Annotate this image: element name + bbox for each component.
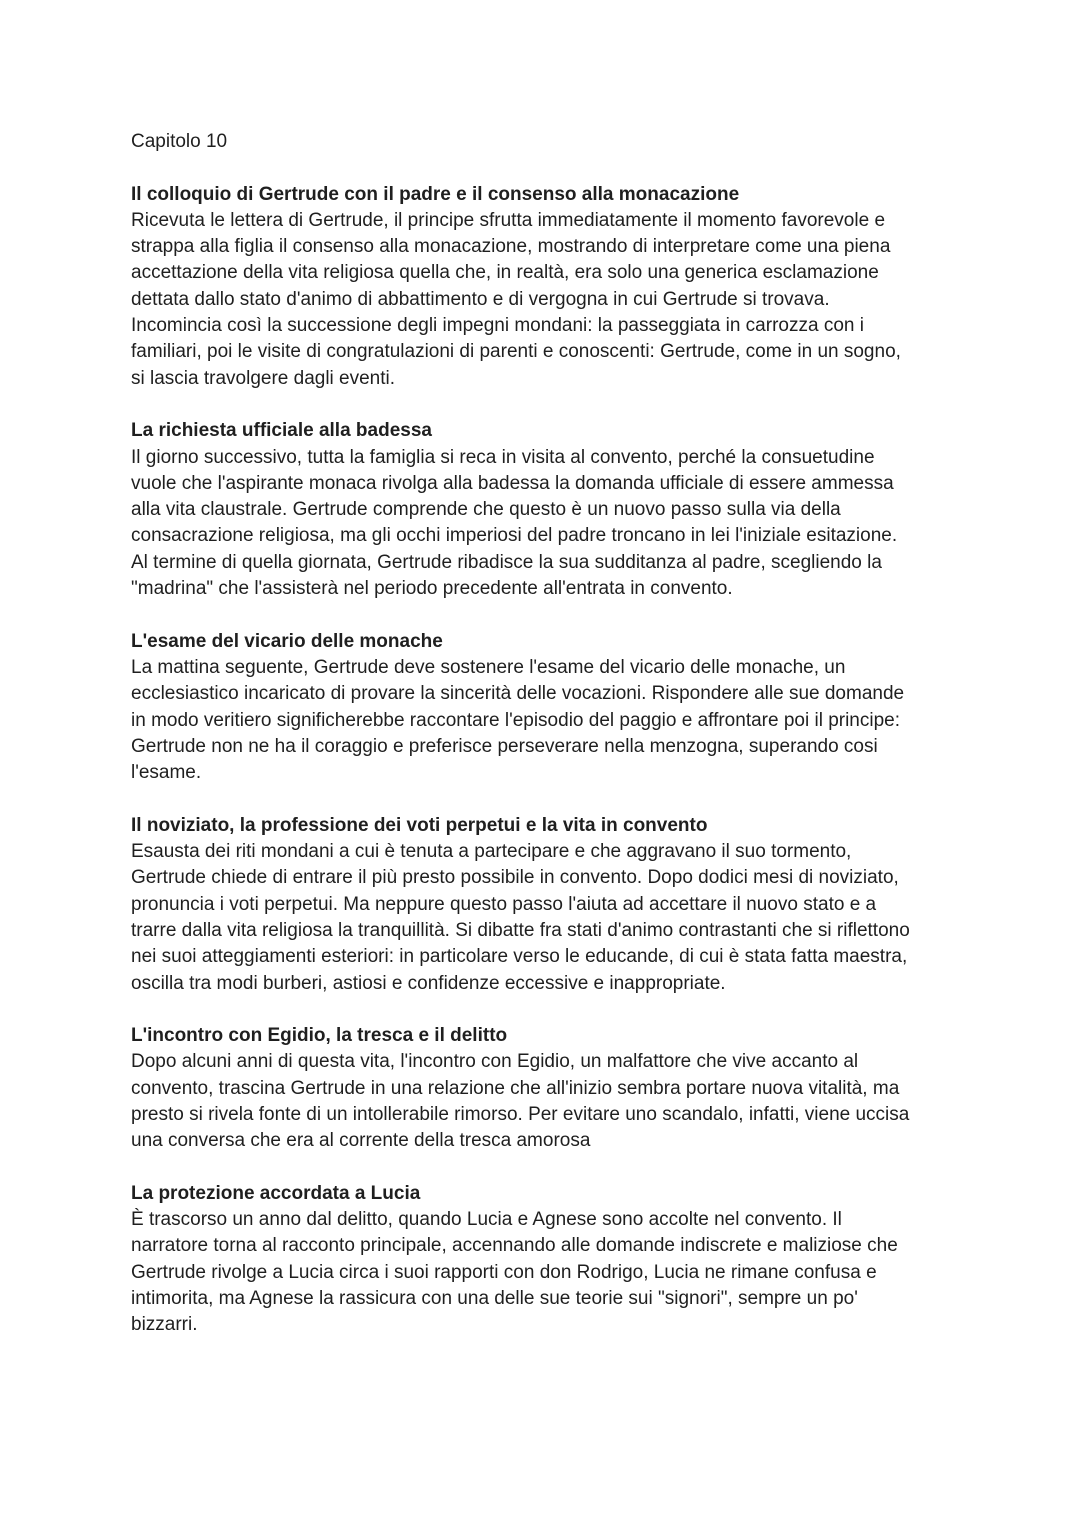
chapter-title: Capitolo 10 [131,131,228,152]
paragraph-line: Ricevuta le lettera di Gertrude, il principe sfrutta immediatamente il momento favorevole e [131,209,886,231]
paragraph-line: "madrina" che l'assisterà nel periodo precedente all'entrata in convento. [131,578,733,600]
paragraph-line: Gertrude chiede di entrare il più presto possibile in convento. Dopo dodici mesi di noviziato, [131,867,899,889]
section [131,418,961,602]
paragraph-line: Il giorno successivo, tutta la famiglia si reca in visita al convento, perché la consuetudine [131,446,875,468]
paragraph-line: oscilla tra modi burberi, astiosi e confidenze eccessive e inappropriate. [131,972,726,994]
paragraph-line: La mattina seguente, Gertrude deve sostenere l'esame del vicario delle monache, un [131,656,846,678]
section-heading: L'incontro con Egidio, la tresca e il delitto [131,1025,508,1047]
paragraph-line: alla vita claustrale. Gertrude comprende che questo è un nuovo passo sulla via della [131,499,841,521]
section [131,182,961,392]
paragraph-line: accettazione della vita religiosa quella che, in realtà, era solo una generica esclamazione [131,262,879,284]
paragraph-line: bizzarri. [131,1314,198,1336]
paragraph-line: pronuncia i voti perpetui. Ma neppure questo passo l'aiuta ad accettare il nuovo stato e a [131,893,877,915]
paragraph-line: Dopo alcuni anni di questa vita, l'incontro con Egidio, un malfattore che vive accanto al [131,1051,859,1073]
paragraph-line: Al termine di quella giornata, Gertrude ribadisce la sua sudditanza al padre, scegliendo la [131,551,882,573]
paragraph-line: nei suoi atteggiamenti esteriori: in particolare verso le educande, di cui è stata fatta maestra, [131,946,908,968]
section-paragraph [131,1049,961,1154]
paragraph-line: intimorita, ma Agnese la rassicura con una delle sue teorie sui "signori", sempre un po' [131,1288,858,1310]
section [131,813,961,997]
paragraph-line: Esausta dei riti mondani a cui è tenuta a partecipare e che aggravano il suo tormento, [131,841,852,863]
paragraph-line: ecclesiastico incaricato di provare la sincerità delle vocazioni. Rispondere alle sue domande [131,683,905,705]
paragraph-line: presto si rivela fonte di un intollerabile rimorso. Per evitare uno scandalo, infatti, viene uccisa [131,1103,910,1125]
paragraph-line: Incomincia così la successione degli impegni mondani: la passeggiata in carrozza con i [131,315,864,337]
section [131,1181,961,1339]
paragraph-line: trarre dalla vita religiosa la tranquillità. Si dibatte fra stati d'animo contrastanti che si riflettono [131,919,910,941]
section-paragraph [131,445,961,603]
section [131,629,961,787]
paragraph-line: l'esame. [131,762,202,784]
section-heading: La richiesta ufficiale alla badessa [131,420,432,442]
paragraph-line: narratore torna al racconto principale, accennando alle domande indiscrete e maliziose che [131,1235,898,1257]
section-heading: La protezione accordata a Lucia [131,1182,421,1204]
paragraph-line: strappa alla figlia il consenso alla monacazione, mostrando di interpretare come una piena [131,236,891,258]
paragraph-line: in modo veritiero significherebbe raccontare l'episodio del paggio e affrontare poi il principe: [131,709,901,731]
paragraph-line: Gertrude rivolge a Lucia circa i suoi rapporti con don Rodrigo, Lucia ne rimane confusa e [131,1261,877,1283]
section-paragraph [131,1207,961,1338]
section-heading: L'esame del vicario delle monache [131,630,443,652]
paragraph-line: convento, trascina Gertrude in una relazione che all'inizio sembra portare nuova vitalità, ma [131,1077,900,1099]
paragraph-line: Gertrude non ne ha il coraggio e preferisce perseverare nella menzogna, superando cosi [131,735,878,757]
paragraph-line: una conversa che era al corrente della tresca amorosa [131,1130,591,1152]
sections-container [131,182,961,1339]
paragraph-line: consacrazione religiosa, ma gli occhi imperiosi del padre troncano in lei l'iniziale esitazione. [131,525,898,547]
section-paragraph [131,208,961,392]
section-heading: Il colloquio di Gertrude con il padre e il consenso alla monacazione [131,183,740,205]
paragraph-line: dettata dallo stato d'animo di abbattimento e di vergogna in cui Gertrude si trovava. [131,288,830,310]
paragraph-line: vuole che l'aspirante monaca rivolga alla badessa la domanda ufficiale di essere ammessa [131,472,894,494]
document-page [131,129,961,1365]
section-paragraph [131,655,961,786]
section-heading: Il noviziato, la professione dei voti perpetui e la vita in convento [131,814,708,836]
section [131,1023,961,1154]
paragraph-line: familiari, poi le visite di congratulazioni di parenti e conoscenti: Gertrude, come in un sogno, [131,341,901,363]
paragraph-line: si lascia travolgere dagli eventi. [131,367,396,389]
paragraph-line: È trascorso un anno dal delitto, quando Lucia e Agnese sono accolte nel convento. Il [131,1209,842,1231]
section-paragraph [131,839,961,997]
